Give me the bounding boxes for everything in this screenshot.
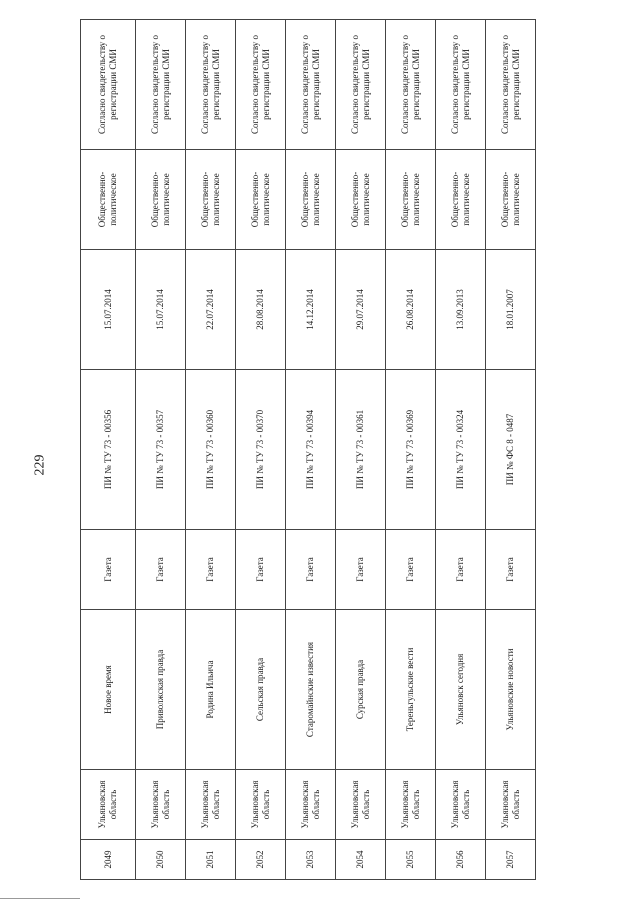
registration-number-cell: ПИ № ТУ 73 - 00369 — [386, 370, 436, 530]
media-type-cell: Газета — [486, 530, 536, 610]
topic-cell: Общественно-политическое — [236, 150, 286, 250]
region-cell: Ульяновская область — [136, 770, 186, 840]
topic-cell: Общественно-политическое — [186, 150, 236, 250]
note-cell: Согласно свидетельству о регистрации СМИ — [486, 20, 536, 150]
table-row — [436, 20, 486, 880]
media-registry-table — [80, 19, 536, 880]
page-number — [30, 450, 50, 480]
note-cell: Согласно свидетельству о регистрации СМИ — [286, 20, 336, 150]
note-cell: Согласно свидетельству о регистрации СМИ — [386, 20, 436, 150]
registration-number-cell: ПИ № ТУ 73 - 00356 — [81, 370, 136, 530]
registration-number-cell: ПИ № ТУ 73 - 00394 — [286, 370, 336, 530]
table-row — [386, 20, 436, 880]
title-cell: Тереньгульские вести — [386, 610, 436, 770]
media-type-cell: Газета — [436, 530, 486, 610]
title-cell: Старомайнские известия — [286, 610, 336, 770]
row-number: 2049 — [81, 840, 136, 880]
media-type-cell: Газета — [186, 530, 236, 610]
table-row — [286, 20, 336, 880]
registration-date-cell: 26.08.2014 — [386, 250, 436, 370]
region-cell: Ульяновская область — [386, 770, 436, 840]
rotated-table — [80, 20, 535, 880]
note-cell: Согласно свидетельству о регистрации СМИ — [436, 20, 486, 150]
note-cell: Согласно свидетельству о регистрации СМИ — [336, 20, 386, 150]
title-cell: Ульяновск сегодня — [436, 610, 486, 770]
table-row — [336, 20, 386, 880]
registration-number-cell: ПИ № ТУ 73 - 00360 — [186, 370, 236, 530]
topic-cell: Общественно-политическое — [486, 150, 536, 250]
title-cell: Ульяновские новости — [486, 610, 536, 770]
note-cell: Согласно свидетельству о регистрации СМИ — [81, 20, 136, 150]
topic-cell: Общественно-политическое — [81, 150, 136, 250]
table-row — [486, 20, 536, 880]
media-type-cell: Газета — [81, 530, 136, 610]
media-type-cell: Газета — [236, 530, 286, 610]
registration-number-cell: ПИ № ТУ 73 - 00324 — [436, 370, 486, 530]
row-number: 2054 — [336, 840, 386, 880]
media-type-cell: Газета — [286, 530, 336, 610]
row-number: 2056 — [436, 840, 486, 880]
row-number: 2051 — [186, 840, 236, 880]
table-row — [236, 20, 286, 880]
media-type-cell: Газета — [136, 530, 186, 610]
table-body — [81, 20, 536, 880]
region-cell: Ульяновская область — [486, 770, 536, 840]
registration-date-cell: 13.09.2013 — [436, 250, 486, 370]
region-cell: Ульяновская область — [436, 770, 486, 840]
region-cell: Ульяновская область — [236, 770, 286, 840]
registration-number-cell: ПИ № ТУ 73 - 00361 — [336, 370, 386, 530]
note-cell: Согласно свидетельству о регистрации СМИ — [236, 20, 286, 150]
table-row — [81, 20, 136, 880]
table-row — [136, 20, 186, 880]
registration-date-cell: 29.07.2014 — [336, 250, 386, 370]
media-type-cell: Газета — [336, 530, 386, 610]
title-cell: Новое время — [81, 610, 136, 770]
row-number: 2053 — [286, 840, 336, 880]
table-row — [186, 20, 236, 880]
registration-date-cell: 15.07.2014 — [81, 250, 136, 370]
row-number: 2057 — [486, 840, 536, 880]
registration-number-cell: ПИ № ТУ 73 - 00357 — [136, 370, 186, 530]
registration-date-cell: 14.12.2014 — [286, 250, 336, 370]
region-cell: Ульяновская область — [81, 770, 136, 840]
topic-cell: Общественно-политическое — [386, 150, 436, 250]
region-cell: Ульяновская область — [336, 770, 386, 840]
registration-date-cell: 15.07.2014 — [136, 250, 186, 370]
registration-number-cell: ПИ № ФС 8 - 0487 — [486, 370, 536, 530]
title-cell: Родина Ильича — [186, 610, 236, 770]
registration-date-cell: 28.08.2014 — [236, 250, 286, 370]
note-cell: Согласно свидетельству о регистрации СМИ — [186, 20, 236, 150]
media-registry-table-wrapper — [80, 20, 535, 880]
registration-number-cell: ПИ № ТУ 73 - 00370 — [236, 370, 286, 530]
media-type-cell: Газета — [386, 530, 436, 610]
footer-rule — [0, 898, 80, 899]
title-cell: Приволжская правда — [136, 610, 186, 770]
registration-date-cell: 18.01.2007 — [486, 250, 536, 370]
topic-cell: Общественно-политическое — [336, 150, 386, 250]
page-number-text: 229 — [32, 454, 47, 476]
region-cell: Ульяновская область — [286, 770, 336, 840]
row-number: 2052 — [236, 840, 286, 880]
topic-cell: Общественно-политическое — [136, 150, 186, 250]
region-cell: Ульяновская область — [186, 770, 236, 840]
title-cell: Сельская правда — [236, 610, 286, 770]
note-cell: Согласно свидетельству о регистрации СМИ — [136, 20, 186, 150]
topic-cell: Общественно-политическое — [436, 150, 486, 250]
registration-date-cell: 22.07.2014 — [186, 250, 236, 370]
row-number: 2055 — [386, 840, 436, 880]
topic-cell: Общественно-политическое — [286, 150, 336, 250]
row-number: 2050 — [136, 840, 186, 880]
title-cell: Сурская правда — [336, 610, 386, 770]
